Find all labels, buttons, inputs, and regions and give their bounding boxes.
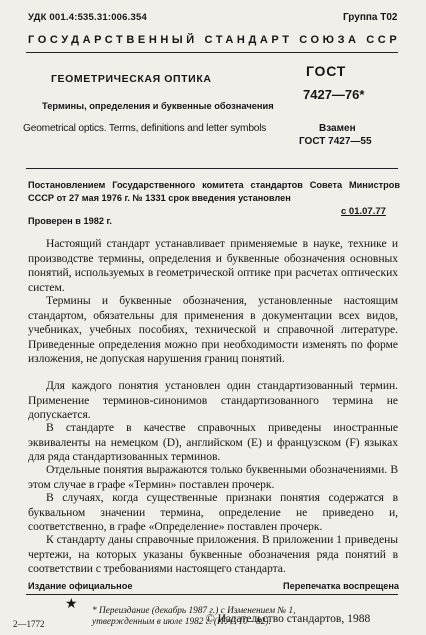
page-code: 2—1772 bbox=[13, 619, 45, 629]
udk-code: УДК 001.4:535.31:006.354 bbox=[28, 12, 147, 23]
copyright: © Издательство стандартов, 1988 bbox=[206, 612, 371, 625]
paragraph-7: К стандарту даны справочные приложения. В приложении 1 приведены чертежи, на которых указаны буквенные обозначения ряда понятий в соответствии с требованиями настоящего стандарта. bbox=[28, 533, 398, 575]
gost-number: 7427—76* bbox=[303, 87, 365, 102]
doc-title-english: Geometrical optics. Terms, definitions and letter symbols bbox=[23, 123, 267, 134]
footer-rule bbox=[26, 594, 398, 595]
reprint-prohibited: Перепечатка воспрещена bbox=[283, 581, 399, 591]
star-icon: ★ bbox=[65, 597, 78, 612]
decree-text: Постановлением Государственного комитета стандартов Совета Министров СССР от 27 мая 1976 г. № 1331 срок введения установлен bbox=[28, 180, 400, 203]
standard-title: ГОСУДАРСТВЕННЫЙ СТАНДАРТ СОЮЗА ССР bbox=[28, 34, 401, 46]
paragraph-1: Настоящий стандарт устанавливает применяемые в науке, технике и производстве термины, определения и буквенные обозначения основных понятий, используемых в геометрической оптике при расчетах оптических систем. bbox=[28, 237, 398, 294]
paragraph-6: В случаях, когда существенные признаки понятия содержатся в буквальном значении термина, определение не приведено и, соответственно, в графе «Определение» поставлен прочерк. bbox=[28, 491, 398, 533]
paragraph-5: Отдельные понятия выражаются только буквенными обозначениями. В этом случае в графе «Термин» поставлен прочерк. bbox=[28, 463, 398, 491]
paragraph-3: Для каждого понятия установлен один стандартизованный термин. Применение терминов-синонимов стандартизованного термина не допускается. bbox=[28, 379, 398, 421]
paragraph-2: Термины и буквенные обозначения, установленные настоящим стандартом, обязательны для применения в документации всех видов, учебниках, учебных пособиях, технической и справочной литературе. Приведенные определения можно при необходимости изменять по форме изложения, не допуская нарушения границ понятий. bbox=[28, 294, 398, 365]
replaces-label: Взамен bbox=[319, 123, 356, 134]
replaces-number: ГОСТ 7427—55 bbox=[299, 136, 372, 147]
checked-note: Проверен в 1982 г. bbox=[28, 216, 112, 226]
gost-label: ГОСТ bbox=[306, 63, 347, 79]
group-code: Группа Т02 bbox=[343, 12, 398, 23]
official-edition: Издание официальное bbox=[28, 581, 133, 591]
title-block-rule bbox=[26, 168, 398, 169]
reissue-note: * Переиздание (декабрь 1987 г.) с Изменением № 1, утвержденным в июле 1982 г. (ИУС 10—82). bbox=[92, 606, 296, 627]
effective-date: с 01.07.77 bbox=[341, 206, 386, 217]
header-rule bbox=[26, 52, 398, 53]
paragraph-4: В стандарте в качестве справочных приведены иностранные эквиваленты на немецком (D), английском (E) и французском (F) языках для ряда стандартизованных терминов. bbox=[28, 421, 398, 463]
doc-subtitle: Термины, определения и буквенные обозначения bbox=[42, 101, 274, 111]
doc-title: ГЕОМЕТРИЧЕСКАЯ ОПТИКА bbox=[51, 73, 212, 85]
